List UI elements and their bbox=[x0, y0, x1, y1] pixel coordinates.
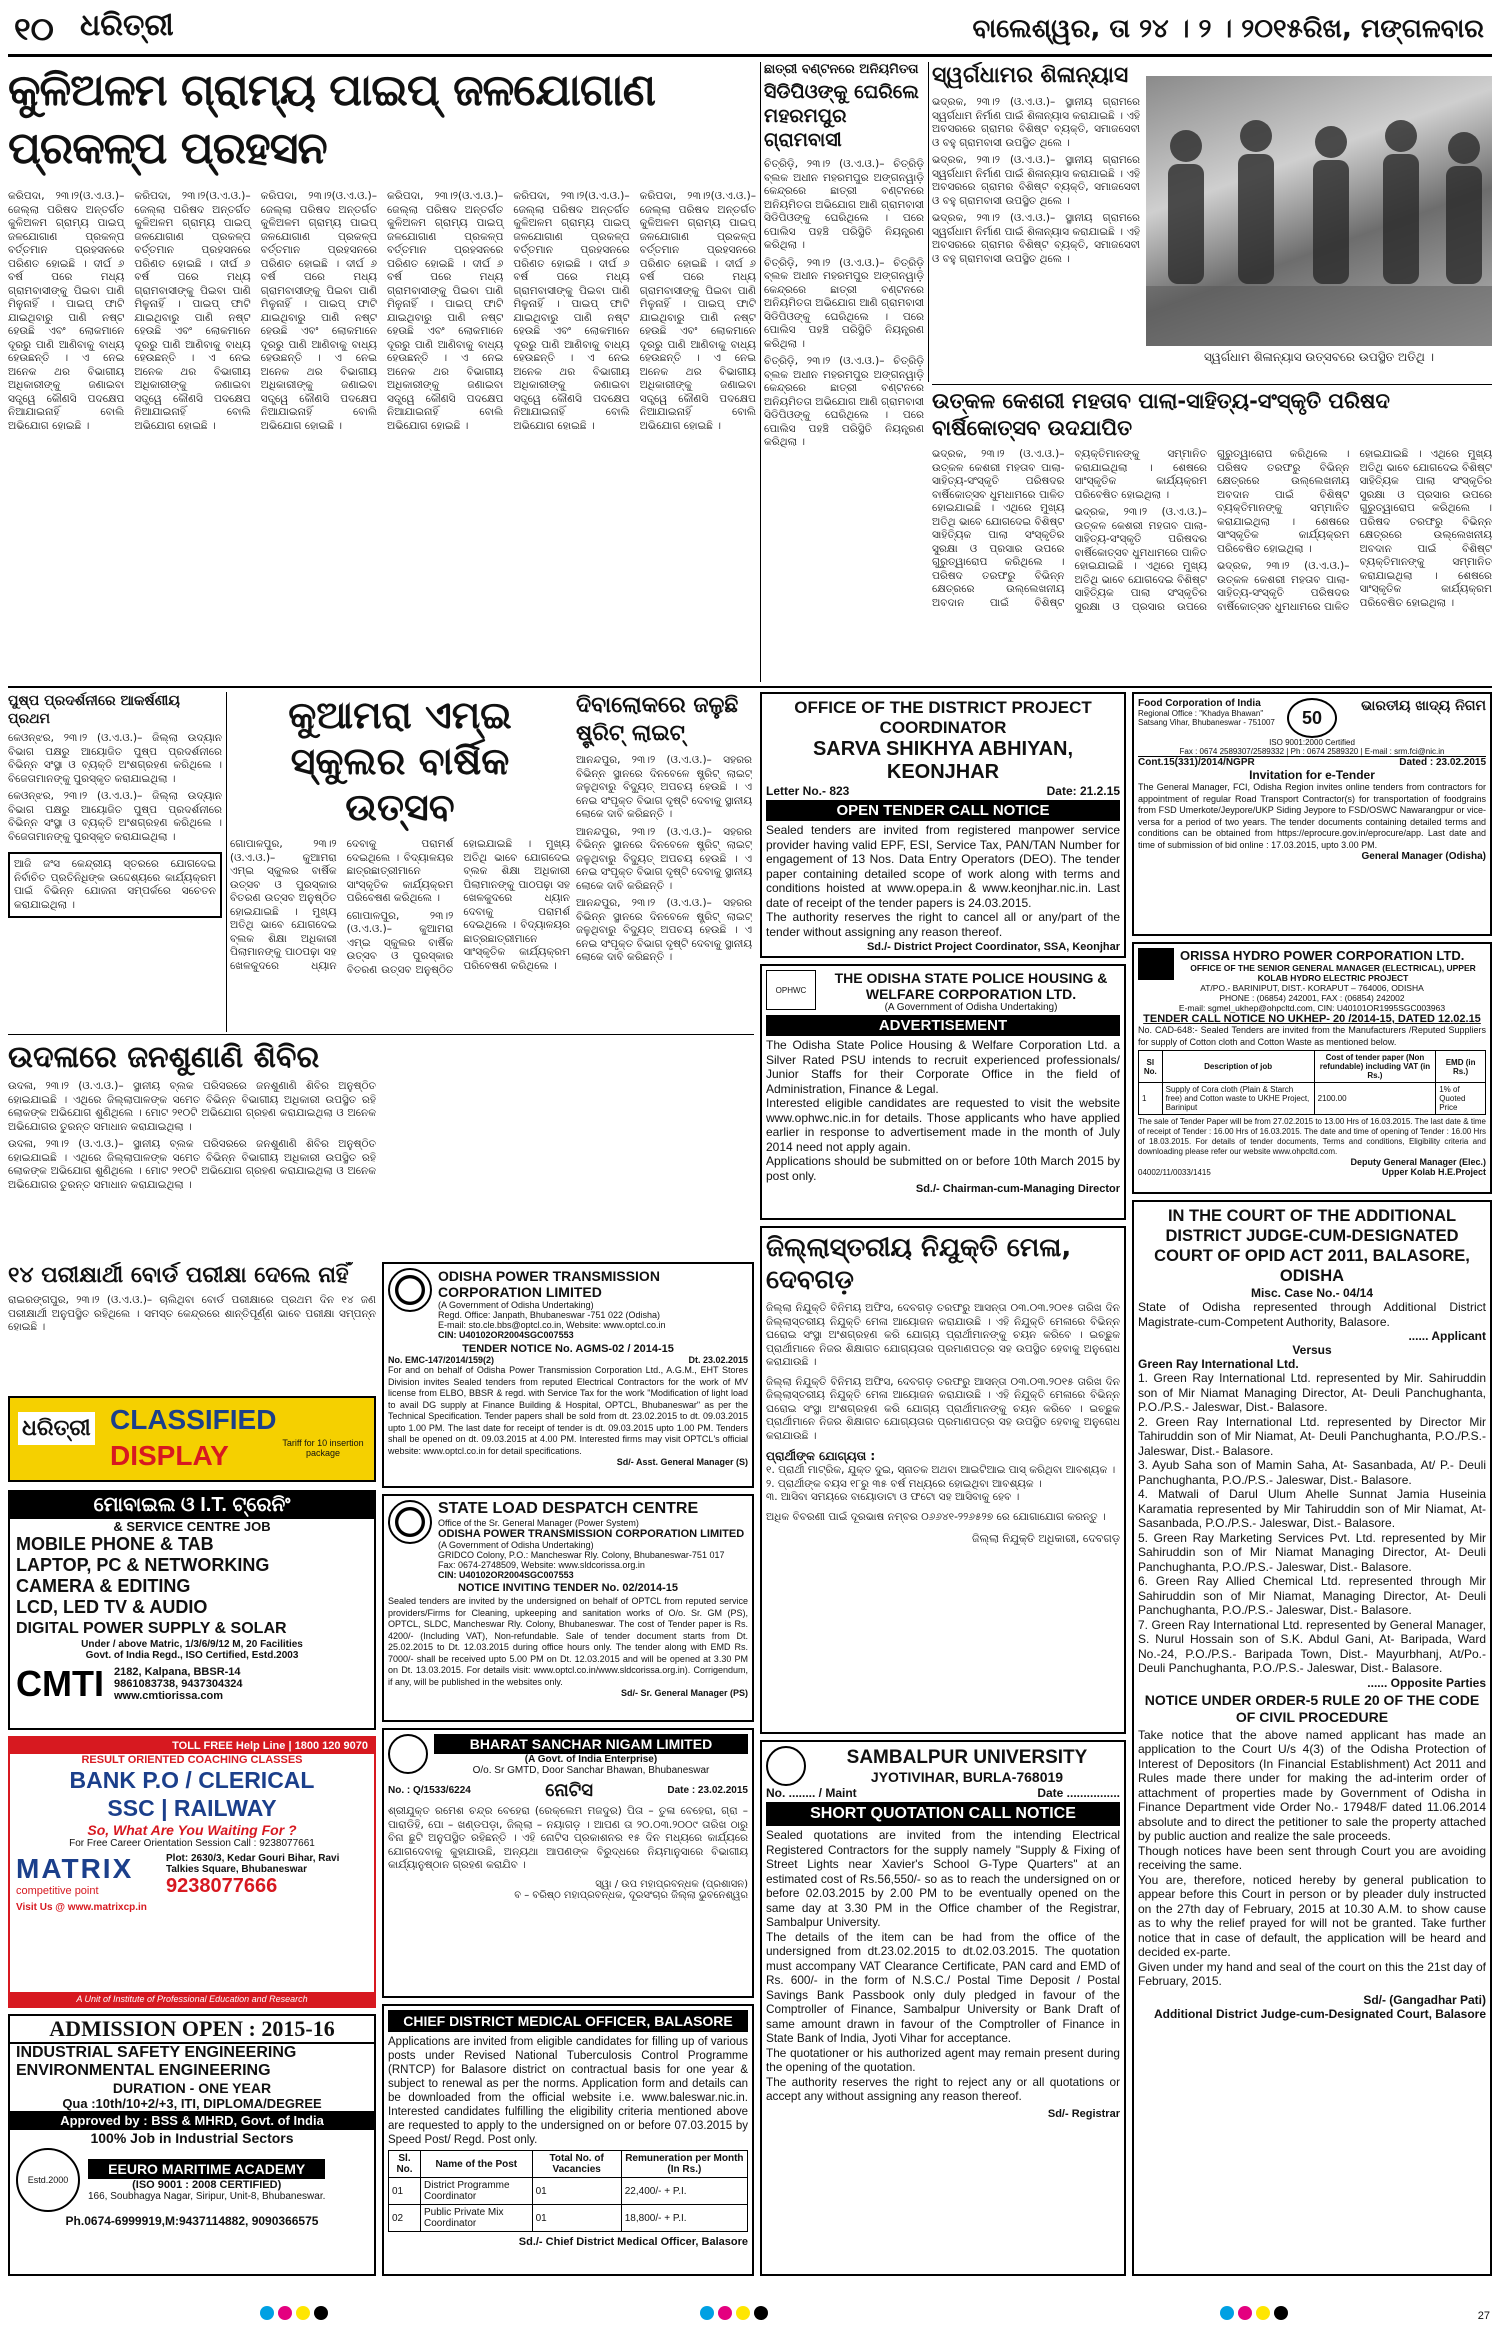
notice-body: Take notice that the above named applicant has made an application to the Court U/s 4(3) of the Odisha Protection of Interest of Depositors (In Financial Establishment) Act 2011 and Rules made there under for making the ad-interim order of attachment of properties made by Government of Odisha in Finance Department vide Order No.- 17948/F dated 11.06.2014 absolute and to direct the petitioner to sale the property attached by public auction and realize the sale proceeds. bbox=[1138, 1727, 1486, 1843]
org-office: Office of the Sr. General Manager (Power System) bbox=[438, 1518, 639, 1528]
notice-title: TENDER CALL NOTICE NO UKHEP- 20 /2014-15, DATED 12.02.15 bbox=[1143, 1013, 1481, 1025]
notice-title: ନୋଟିସ bbox=[545, 1780, 593, 1801]
table-header: Remuneration per Month (In Rs.) bbox=[621, 2151, 747, 2178]
org-fax: Fax: 0674-2748509, Website: www.sldcorissa.org.in bbox=[438, 1560, 645, 1570]
court-title: IN THE COURT OF THE ADDITIONAL DISTRICT JUDGE-CUM-DESIGNATED COURT OF OPID ACT 2011, BALASORE, ODISHA bbox=[1154, 1207, 1470, 1285]
streetlight-story bbox=[576, 692, 752, 1032]
signature: Sd./- Chairman-cum-Managing Director bbox=[915, 1183, 1120, 1195]
optcl-logo-icon bbox=[388, 1500, 432, 1544]
matrix-logo-sub: competitive point bbox=[16, 1885, 99, 1897]
signature: Sd/- Registrar bbox=[1047, 2107, 1120, 2120]
notice-body: ଜିଲ୍ଲା ନିଯୁକ୍ତି ବିନିମୟ ଅଫିସ, ଦେବଗଡ଼ ତରଫରୁ ଆସନ୍ତା ୦୩.୦୩.୨୦୧୫ ତାରିଖ ଦିନ ଜିଲ୍ଲାସ୍ତରୀୟ ନିଯୁକ୍ତି ମେଳା ଆୟୋଜନ କରାଯାଉଛି । ଏହି ନିଯୁକ୍ତି ମେଳାରେ ବିଭିନ୍ନ ଘରୋଇ ସଂସ୍ଥା ଅଂଶଗ୍ରହଣ କରି ଯୋଗ୍ୟ ପ୍ରାର୍ଥୀମାନଙ୍କୁ ଚୟନ କରିବେ । ଇଚ୍ଛୁକ ପ୍ରାର୍ଥୀମାନେ ନିଜର ଶିକ୍ଷାଗତ ଯୋଗ୍ୟତାର ପ୍ରମାଣପତ୍ର ସହ ଉପସ୍ଥିତ ହେବାକୁ ଅନୁରୋଧ କରାଯାଉଛି । bbox=[766, 1375, 1120, 1442]
ad-phone: 9238077666 bbox=[166, 1875, 278, 1897]
job-fair-notice bbox=[760, 1226, 1126, 1734]
optcl-tender-notice bbox=[382, 1262, 754, 1488]
story-body: ଉଦଳା, ୨୩।୨ (ଓ.ଏ.ଓ.)– ସ୍ଥାନୀୟ ବ୍ଲକ ପରିସରରେ ଜନଶୁଣାଣି ଶିବିର ଅନୁଷ୍ଠିତ ହୋଇଯାଇଛି । ଏଥିରେ ଜିଲ୍ଲାପାଳଙ୍କ ସମେତ ବିଭିନ୍ନ ବିଭାଗୀୟ ଅଧିକାରୀ ଉପସ୍ଥିତ ରହି ଲୋକଙ୍କ ଅଭିଯୋଗ ଶୁଣିଥିଲେ । ମୋଟ ୨୧୦ଟି ଅଭିଯୋଗ ଗ୍ରହଣ କରାଯାଇଥିଲା ଓ ଅନେକ ଅଭିଯୋଗର ତୁରନ୍ତ ସମାଧାନ କରାଯାଇଥିଲା । bbox=[8, 1080, 376, 1133]
notice-body: The sale of Tender Paper will be from 27.02.2015 to 13.00 Hrs of 16.03.2015. The last date & time of receipt of Tender : 16.00 Hrs of 16.03.2015. The date and time of opening of Tender : 16.00 Hrs of 18.03.2015. For details of tender documents, Terms and conditions, Eligibility criteria and downloading please refer our website www.ohpcltd.com. bbox=[1138, 1117, 1486, 1156]
org-contact: E-mail: sto.cle.bbs@optcl.co.in, Website: www.optcl.co.in bbox=[438, 1320, 666, 1330]
story-headline: ଉତ୍କଳ କେଶରୀ ମହତାବ ପାଲା-ସାହିତ୍ୟ-ସଂସ୍କୃତି ପରିଷଦ ବାର୍ଷିକୋତ୍ସବ ଉଦଯାପିତ bbox=[932, 389, 1390, 440]
story-body: ଭଦ୍ରକ, ୨୩।୨ (ଓ.ଏ.ଓ.)– ସ୍ଥାନୀୟ ଗ୍ରାମରେ ସ୍ୱର୍ଗଧାମ ନିର୍ମାଣ ପାଇଁ ଶିଳାନ୍ୟାସ କରାଯାଇଛି । ଏହି ଅବସରରେ ଗ୍ରାମର ବିଶିଷ୍ଟ ବ୍ୟକ୍ତି, ସମାଜସେବୀ ଓ ବହୁ ଗ୍ରାମବାସୀ ଉପସ୍ଥିତ ଥିଲେ । bbox=[932, 96, 1140, 149]
table-row bbox=[389, 2178, 748, 2205]
party-item: 5. Green Ray Marketing Services Pvt. Ltd. represented by Mir Sahiruddin son of Mir Niamat Managing Director, At- Deuli Panchughanta, P.O./P.S.- Jaleswar, Dist.- Balasore. bbox=[1138, 1530, 1486, 1574]
lead-body: କରିପଦା, ୨୩।୨(ଓ.ଏ.ଓ.)– ଜେଲ୍ଲା ପରିଷଦ ଅନ୍ତର୍ଗତ କୁଳିଅଳମ ଗ୍ରାମ୍ୟ ପାଇପ୍ ଜଳଯୋଗାଣ ପ୍ରକଳ୍ପ ବର୍ତ୍ତମାନ ପ୍ରହସନରେ ପରିଣତ ହୋଇଛି । ଦୀର୍ଘ ୬ ବର୍ଷ ପରେ ମଧ୍ୟ ଗ୍ରାମବାସୀଙ୍କୁ ପିଇବା ପାଣି ମିଳୁନାହିଁ । ପାଇପ୍ ଫାଟି ଯାଇଥିବାରୁ ପାଣି ନଷ୍ଟ ହେଉଛି ଏବଂ ଲୋକମାନେ ଦୂରରୁ ପାଣି ଆଣିବାକୁ ବାଧ୍ୟ ହେଉଛନ୍ତି । ଏ ନେଇ ଅନେକ ଥର ବିଭାଗୀୟ ଅଧିକାରୀଙ୍କୁ ଜଣାଇବା ସତ୍ତ୍ୱେ କୌଣସି ପଦକ୍ଷେପ ନିଆଯାଇନାହିଁ ବୋଲି ଅଭିଯୋଗ ହୋଇଛି । bbox=[386, 190, 504, 432]
black-dot-icon bbox=[754, 2306, 768, 2320]
helpline: TOLL FREE Help Line | 1800 120 9070 bbox=[10, 1738, 374, 1754]
story-headline: ଉଦଳାରେ ଜନଶୁଣାଣି ଶିବିର bbox=[8, 1040, 320, 1075]
notice-title: Invitation for e-Tender bbox=[1249, 768, 1375, 782]
org-name: ORISSA HYDRO POWER CORPORATION LTD. bbox=[1180, 948, 1465, 963]
career-line: For Free Career Orientation Session Call : 9238077661 bbox=[69, 1838, 315, 1849]
notice-date: Date : 23.02.2015 bbox=[667, 1785, 748, 1796]
table-header: EMD (in Rs.) bbox=[1436, 1051, 1486, 1083]
applicant-text: State of Odisha represented through Additional District Magistrate-cum-Competent Authority, Balasore. bbox=[1138, 1300, 1486, 1329]
table-cell: 1% of Quoted Price bbox=[1436, 1083, 1486, 1115]
page-header bbox=[8, 6, 1492, 52]
notice-body: Sealed tenders are invited from registered manpower service provider having valid EPF, ESI, Service Tax, PAN/TAN Number for engagement of 13 Nos. Data Entry Operators (DEO). The tender paper containing detailed scope of work along with terms and conditions hoisted at www.opepa.in & www.keonjhar.nic.in. Last date of receipt of the tender papers is 24.03.2015. bbox=[766, 823, 1120, 910]
story-body: ଆନନ୍ଦପୁର, ୨୩।୨ (ଓ.ଏ.ଓ.)– ସହରର ବିଭିନ୍ନ ସ୍ଥାନରେ ଦିନବେଳେ ଷ୍ଟ୍ରିଟ୍ ଲାଇଟ୍ ଜଳୁଥିବାରୁ ବିଦ୍ୟୁତ୍ ଅପଚୟ ହେଉଛି । ଏ ନେଇ ସଂପୃକ୍ତ ବିଭାଗ ଦୃଷ୍ଟି ଦେବାକୁ ସ୍ଥାନୀୟ ଲୋକେ ଦାବି କରିଛନ୍ତି । bbox=[576, 825, 752, 892]
org-fax: Fax : 0674 2589307/2589332 | Ph : 0674 2589320 | E-mail : srm.fci@nic.in bbox=[1138, 747, 1486, 757]
table-header: Name of the Post bbox=[421, 2151, 533, 2178]
course-item: INDUSTRIAL SAFETY ENGINEERING bbox=[16, 2044, 297, 2061]
notice-title: NOTICE UNDER ORDER-5 RULE 20 OF THE CODE OF CIVIL PROCEDURE bbox=[1144, 1691, 1480, 1725]
lead-body: କରିପଦା, ୨୩।୨(ଓ.ଏ.ଓ.)– ଜେଲ୍ଲା ପରିଷଦ ଅନ୍ତର୍ଗତ କୁଳିଅଳମ ଗ୍ରାମ୍ୟ ପାଇପ୍ ଜଳଯୋଗାଣ ପ୍ରକଳ୍ପ ବର୍ତ୍ତମାନ ପ୍ରହସନରେ ପରିଣତ ହୋଇଛି । ଦୀର୍ଘ ୬ ବର୍ଷ ପରେ ମଧ୍ୟ ଗ୍ରାମବାସୀଙ୍କୁ ପିଇବା ପାଣି ମିଳୁନାହିଁ । ପାଇପ୍ ଫାଟି ଯାଇଥିବାରୁ ପାଣି ନଷ୍ଟ ହେଉଛି ଏବଂ ଲୋକମାନେ ଦୂରରୁ ପାଣି ଆଣିବାକୁ ବାଧ୍ୟ ହେଉଛନ୍ତି । ଏ ନେଇ ଅନେକ ଥର ବିଭାଗୀୟ ଅଧିକାରୀଙ୍କୁ ଜଣାଇବା ସତ୍ତ୍ୱେ କୌଣସି ପଦକ୍ଷେପ ନିଆଯାଇନାହିଁ ବୋଲି ଅଭିଯୋଗ ହୋଇଛି । bbox=[134, 190, 251, 432]
party-item: 7. Green Ray International Ltd. represented by General Manager, S. Nurul Hossain son of S.K. Abdul Gani, At- Baripada, Ward No.-24, P.O./P.S.- Baripada Town, Dist.- Mayurbhanj, At/Po.- Deuli Panchughanta, P.O./P.S.- Jaleswar, Dist.- Balasore. bbox=[1138, 1617, 1486, 1675]
qualification: Qua :10th/10+2/+3, ITI, DIPLOMA/DEGREE bbox=[62, 2096, 322, 2111]
table-cell: 2100.00 bbox=[1314, 1083, 1436, 1115]
notice-body: The Odisha State Police Housing & Welfare Corporation Ltd. a Silver Rated PSU intends to recruit experienced professionals/ Junior Staffs for their Corporate Office in the field of Administration, Finance & Legal. bbox=[766, 1038, 1120, 1096]
org-address: Satsang Vihar, Bhubaneswar - 751007 bbox=[1138, 718, 1275, 727]
fci-logo-icon bbox=[1287, 698, 1337, 738]
notice-body: No. CAD-648:- Sealed Tenders are invited from the Manufacturers /Reputed Suppliers for supply of Cotton cloth and Cotton Waste as mentioned below. bbox=[1138, 1025, 1486, 1047]
notice-body: Sealed quotations are invited from the intending Electrical Registered Contractors for the supply namely "Supply & Fixing of Street Lights near Xavier's School G-Type Quarters" at an estimated cost of Rs.56,550/- so as to reach the undersigned on or before 02.03.2015 by 2.00 PM to be eventually opened on the same day at 3.30 PM in the Office chamber of the Registrar, Sambalpur University. bbox=[766, 1828, 1120, 1929]
cyan-dot-icon bbox=[700, 2306, 714, 2320]
list-item: ୩. ଆସିବା ସମୟରେ ବାୟୋଡାଟା ଓ ଫଟୋ ସହ ଆସିବାକୁ ହେବ । bbox=[766, 1491, 1020, 1503]
org-address: JYOTIVIHAR, BURLA-768019 bbox=[870, 1769, 1064, 1785]
school-story bbox=[230, 692, 570, 1032]
sambalpur-quotation-notice bbox=[760, 1740, 1126, 2276]
story-body: ଗୋପାଳପୁର, ୨୩।୨ (ଓ.ଏ.ଓ.)– କୁଆମରା ଏମ୍ଇ ସ୍କୁଲର ବାର୍ଷିକ ଉତ୍ସବ ଓ ପୁରସ୍କାର ବିତରଣ ଉତ୍ସବ ଅନୁଷ୍ଠିତ ହୋଇଯାଇଛି । ମୁଖ୍ୟ ଅତିଥି ଭାବେ ଯୋଗଦେଇ ବ୍ଲକ ଶିକ୍ଷା ଅଧିକାରୀ ପିଲାମାନଙ୍କୁ ପାଠପଢ଼ା ସହ ଖେଳକୁଦରେ ଧ୍ୟାନ ଦେବାକୁ ପରାମର୍ଶ ଦେଇଥିଲେ । ବିଦ୍ୟାଳୟର ଛାତ୍ରଛାତ୍ରୀମାନେ ସାଂସ୍କୃତିକ କାର୍ଯ୍ୟକ୍ରମ ପରିବେଷଣ କରିଥିଲେ । bbox=[346, 838, 570, 976]
notice-number: No. : Q/1533/6224 bbox=[388, 1785, 471, 1796]
hearing-camp-story bbox=[8, 1040, 754, 1260]
org-address: GRIDCO Colony, P.O.: Mancheswar Rly. Colony, Bhubaneswar-751 017 bbox=[438, 1550, 725, 1560]
org-corp: ODISHA POWER TRANSMISSION CORPORATION LIMITED bbox=[438, 1528, 745, 1540]
table-cell: 01 bbox=[532, 2178, 621, 2205]
org-sub: (A Government of Odisha Undertaking) bbox=[884, 1002, 1058, 1013]
story-body: ଆନନ୍ଦପୁର, ୨୩।୨ (ଓ.ଏ.ଓ.)– ସହରର ବିଭିନ୍ନ ସ୍ଥାନରେ ଦିନବେଳେ ଷ୍ଟ୍ରିଟ୍ ଲାଇଟ୍ ଜଳୁଥିବାରୁ ବିଦ୍ୟୁତ୍ ଅପଚୟ ହେଉଛି । ଏ ନେଇ ସଂପୃକ୍ତ ବିଭାଗ ଦୃଷ୍ଟି ଦେବାକୁ ସ୍ଥାନୀୟ ଲୋକେ ଦାବି କରିଛନ୍ତି । bbox=[576, 897, 752, 963]
dateline: ବାଲେଶ୍ୱର, ତା ୨୪ । ୨ । ୨୦୧୫ରିଖ, ମଙ୍ଗଳବାର bbox=[972, 14, 1484, 44]
party-item: 4. Matwali of Darul Ulum Ahelle Sunnat Jamia Huseinia Karamatia represented by Mir Tahiruddin son of Mir Niamat, At- Sasanbada, P.O./P.S.- Jaleswar, Dist.- Balasore. bbox=[1138, 1487, 1486, 1530]
bsnl-notice bbox=[382, 1728, 754, 1998]
university-logo-icon bbox=[766, 1746, 806, 1786]
org-email: E-mail: sgmel_ukhep@ohpcltd.com, CIN: U40101OR1995SGC003963 bbox=[1178, 1003, 1446, 1013]
table-header: Sl No. bbox=[1139, 1051, 1163, 1083]
notice-title: SHORT QUOTATION CALL NOTICE bbox=[766, 1802, 1120, 1826]
classified-display-banner bbox=[8, 1396, 376, 1482]
story-kicker: ଛାତ୍ରୀ ବଣ୍ଟନରେ ଅନିୟମିତତା bbox=[764, 62, 919, 77]
org-cin: CIN: U40102OR2004SGC007553 bbox=[438, 1330, 574, 1340]
notice-body: The details of the item can be had from the office of the undersigned from dt.23.02.2015 to dt.02.03.2015. The quotation must accompany VAT Clearance Certificate, PAN card and EMD of Rs. 600/- in the form of N.S.C./ Postal Time Deposit / Postal Savings Bank Passbook only duly pledged in favour of the Comptroller of Finance, Sambalpur University or Bank Draft of same amount drawn in favour of the Comptroller of Finance in State Bank of India, Jyoti Vihar for acceptance. bbox=[766, 1929, 1120, 2045]
notice-body: The General Manager, FCI, Odisha Region invites online tenders from contractors for appointment of regular Road Transport Contractor(s) for transportation of foodgrains from FSD Umerkote/Jeypore/UKP Siding Jeypore to FSD/OSWC Nawarangpur or vice-versa for a period of two years. The tender documents containing detailed terms and conditions can be obtained from https://eprocure.gov.in/eprocure/app. Last date and time of submission of bid online : 17.03.2015, upto 3.00 PM. bbox=[1138, 782, 1486, 850]
cyan-dot-icon bbox=[1220, 2306, 1234, 2320]
story-body: ଚିତ୍ରିଡ଼ି, ୨୩।୨ (ଓ.ଏ.ଓ.)– ଚିତ୍ରିଡ଼ି ବ୍ଲକ ଅଧୀନ ମହରମପୁର ଅଙ୍ଗନୱାଡ଼ି କେନ୍ଦ୍ରରେ ଛାତ୍ରୀ ବଣ୍ଟନରେ ଅନିୟମିତତା ଅଭିଯୋଗ ଆଣି ଗ୍ରାମବାସୀ ସିଡିପିଓଙ୍କୁ ଘେରିଥିଲେ । ପରେ ପୋଲିସ ପହଞ୍ଚି ପରିସ୍ଥିତି ନିୟନ୍ତ୍ରଣ କରିଥିଲା । bbox=[764, 256, 924, 350]
news-sidbar-story bbox=[764, 62, 924, 682]
list-item: ୨. ପ୍ରାର୍ଥୀଙ୍କ ବୟସ ୧୮ରୁ ୩୫ ବର୍ଷ ମଧ୍ୟରେ ହୋଇଥିବା ଆବଶ୍ୟକ । bbox=[766, 1477, 1042, 1490]
black-dot-icon bbox=[1274, 2306, 1288, 2320]
signature: ଜିଲ୍ଲା ନିଯୁକ୍ତି ଅଧିକାରୀ, ଦେବଗଡ଼ bbox=[971, 1532, 1120, 1545]
org-name: Food Corporation of India bbox=[1138, 698, 1261, 709]
ad-heading: BANK P.O / CLERICAL bbox=[69, 1767, 315, 1793]
yellow-dot-icon bbox=[1256, 2306, 1270, 2320]
org-name: STATE LOAD DESPATCH CENTRE bbox=[438, 1500, 699, 1517]
table-header: Cost of tender paper (Non refundable) including VAT (in Rs.) bbox=[1314, 1051, 1436, 1083]
story-body: କେଓନ୍ଝର, ୨୩।୨ (ଓ.ଏ.ଓ.)– ଜିଲ୍ଲା ଉଦ୍ୟାନ ବିଭାଗ ପକ୍ଷରୁ ଆୟୋଜିତ ପୁଷ୍ପ ପ୍ରଦର୍ଶନୀରେ ବିଭିନ୍ନ ସଂସ୍ଥା ଓ ବ୍ୟକ୍ତି ଅଂଶଗ୍ରହଣ କରିଥିଲେ । ବିଜେତାମାନଙ୍କୁ ପୁରସ୍କୃତ କରାଯାଇଥିଲା । bbox=[8, 790, 222, 843]
story-body: ଭଦ୍ରକ, ୨୩।୨ (ଓ.ଏ.ଓ.)– ସ୍ଥାନୀୟ ଗ୍ରାମରେ ସ୍ୱର୍ଗଧାମ ନିର୍ମାଣ ପାଇଁ ଶିଳାନ୍ୟାସ କରାଯାଇଛି । ଏହି ଅବସରରେ ଗ୍ରାମର ବିଶିଷ୍ଟ ବ୍ୟକ୍ତି, ସମାଜସେବୀ ଓ ବହୁ ଗ୍ରାମବାସୀ ଉପସ୍ଥିତ ଥିଲେ । bbox=[932, 154, 1140, 207]
org-name: THE ODISHA STATE POLICE HOUSING & WELFARE CORPORATION LTD. bbox=[834, 970, 1108, 1002]
matrix-ad bbox=[8, 1736, 376, 2008]
bsnl-logo-icon bbox=[388, 1734, 428, 1774]
people-photo-icon bbox=[1146, 76, 1492, 346]
story-body: ଭଦ୍ରକ, ୨୩।୨ (ଓ.ଏ.ଓ.)– ସ୍ଥାନୀୟ ଗ୍ରାମରେ ସ୍ୱର୍ଗଧାମ ନିର୍ମାଣ ପାଇଁ ଶିଳାନ୍ୟାସ କରାଯାଇଛି । ଏହି ଅବସରରେ ଗ୍ରାମର ବିଶିଷ୍ଟ ବ୍ୟକ୍ତି, ସମାଜସେବୀ ଓ ବହୁ ଗ୍ରାମବାସୀ ଉପସ୍ଥିତ ଥିଲେ । bbox=[932, 212, 1140, 265]
table-cell: Supply of Cora cloth (Plain & Starch free) and Cotton waste to UKHE Project, Bariniput bbox=[1162, 1083, 1314, 1115]
column-rule bbox=[226, 692, 227, 1032]
notice-body: Given under my hand and seal of the court on this the 21st day of February, 2015. bbox=[1138, 1959, 1486, 1988]
court-notice bbox=[1132, 1200, 1492, 2276]
notice-body: For and on behalf of Odisha Power Transmission Corporation Ltd., A.G.M., EHT Stores Division invites Sealed tenders from reputed Electrical Contractors for the work of MV license from ELBO, BBSR & regd. with Service Tax for the work "Modification of light load to avail DG supply at Finance Building & Hospital, OPTCL, Bhubaneswar" as per the Technical Specification. Tender papers shall be sold from dt. 23.02.2015 to dt. 09.03.2015 upto 1.00 PM. The last date for receipt of tender is dt. 09.03.2015 upto 1.00 PM. Tenders shall be opened on dt. 09.03.2015 at 4.00 PM. Interested firms may visit OPTCL's official website: www.optcl.co.in for detail specifications. bbox=[388, 1365, 748, 1456]
story-body: ଚିତ୍ରିଡ଼ି, ୨୩।୨ (ଓ.ଏ.ଓ.)– ଚିତ୍ରିଡ଼ି ବ୍ଲକ ଅଧୀନ ମହରମପୁର ଅଙ୍ଗନୱାଡ଼ି କେନ୍ଦ୍ରରେ ଛାତ୍ରୀ ବଣ୍ଟନରେ ଅନିୟମିତତା ଅଭିଯୋଗ ଆଣି ଗ୍ରାମବାସୀ ସିଡିପିଓଙ୍କୁ ଘେରିଥିଲେ । ପରେ ପୋଲିସ ପହଞ୍ଚି ପରିସ୍ଥିତି ନିୟନ୍ତ୍ରଣ କରିଥିଲା । bbox=[764, 158, 924, 251]
signature: Additional District Judge-cum-Designated Court, Balasore bbox=[1153, 2006, 1486, 2021]
signature: ସ୍ୱା / ଉପ ମହାପ୍ରବନ୍ଧକ (ପ୍ରଶାସନ) bbox=[595, 1878, 748, 1890]
notice-date: Dated : 23.02.2015 bbox=[1399, 757, 1486, 768]
boxed-note-text: ଆଜି ଜଂସ କେନ୍ଦ୍ରୀୟ ସ୍ତରରେ ଯୋଗଦେଇ ନିର୍ବାଚିତ ପ୍ରତିନିଧିଙ୍କ ଉଦ୍ଦେଶ୍ୟରେ କାର୍ଯ୍ୟକ୍ରମ ପାଇଁ ବିଭିନ୍ନ ଯୋଜନା ସମ୍ପର୍କରେ ସଚେତନ କରାଯାଇଥିଲା । bbox=[14, 858, 216, 911]
vacancy-table bbox=[388, 2150, 748, 2232]
print-registration-marks bbox=[0, 2296, 1500, 2333]
signature: ବ – ବରିଷ୍ଠ ମହାପ୍ରବନ୍ଧକ, ଦୂରସଂଚାର ଜିଲ୍ଲା ଭୁବନେଶ୍ୱର bbox=[514, 1889, 748, 1901]
ad-address: 2182, Kalpana, BBSR-14 bbox=[113, 1666, 241, 1678]
story-body: ଚିତ୍ରିଡ଼ି, ୨୩।୨ (ଓ.ଏ.ଓ.)– ଚିତ୍ରିଡ଼ି ବ୍ଲକ ଅଧୀନ ମହରମପୁର ଅଙ୍ଗନୱାଡ଼ି କେନ୍ଦ୍ରରେ ଛାତ୍ରୀ ବଣ୍ଟନରେ ଅନିୟମିତତା ଅଭିଯୋଗ ଆଣି ଗ୍ରାମବାସୀ ସିଡିପିଓଙ୍କୁ ଘେରିଥିଲେ । ପରେ ପୋଲିସ ପହଞ୍ଚି ପରିସ୍ଥିତି ନିୟନ୍ତ୍ରଣ କରିଥିଲା । bbox=[764, 355, 924, 448]
party-item: 1. Green Ray International Ltd. represented by Mir. Sahiruddin son of Mir Niamat Managing Director, At- Deuli Panchughanta, P.O./P.S.- Jaleswar, Dist.- Balasore. bbox=[1138, 1371, 1486, 1414]
notice-body: ଜିଲ୍ଲା ନିଯୁକ୍ତି ବିନିମୟ ଅଫିସ, ଦେବଗଡ଼ ତରଫରୁ ଆସନ୍ତା ୦୩.୦୩.୨୦୧୫ ତାରିଖ ଦିନ ଜିଲ୍ଲାସ୍ତରୀୟ ନିଯୁକ୍ତି ମେଳା ଆୟୋଜନ କରାଯାଉଛି । ଏହି ନିଯୁକ୍ତି ମେଳାରେ ବିଭିନ୍ନ ଘରୋଇ ସଂସ୍ଥା ଅଂଶଗ୍ରହଣ କରି ଯୋଗ୍ୟ ପ୍ରାର୍ଥୀମାନଙ୍କୁ ଚୟନ କରିବେ । ଇଚ୍ଛୁକ ପ୍ରାର୍ଥୀମାନେ ନିଜର ଶିକ୍ଷାଗତ ଯୋଗ୍ୟତାର ପ୍ରମାଣପତ୍ର ସହ ଉପସ୍ଥିତ ହେବାକୁ ଅନୁରୋଧ କରାଯାଉଛି । bbox=[766, 1302, 1120, 1368]
notice-number: Letter No.- 823 bbox=[766, 784, 850, 798]
table-cell: Public Private Mix Coordinator bbox=[421, 2205, 533, 2232]
notice-title: TENDER NOTICE No. AGMS-02 / 2014-15 bbox=[462, 1343, 674, 1355]
job-line: 100% Job in Industrial Sectors bbox=[90, 2130, 294, 2146]
ad-address: Plot: 2630/3, Kedar Gouri Bihar, Ravi Talkies Square, Bhubaneswar bbox=[166, 1853, 340, 1875]
notice-body: You are, therefore, noticed hereby by general publication to appear before this Court in person or by pleader duly instructed on the 27th day of February, 2015 at 10.30 A.M. to show cause as to why the relief prayed for will not be granted. Take further notice that in case of default, the application will be heard and decided ex-parte. bbox=[1138, 1872, 1486, 1959]
notice-date: Date: 21.2.15 bbox=[1046, 784, 1120, 798]
table-cell: District Programme Coordinator bbox=[421, 2178, 533, 2205]
notice-number: No. EMC-147/2014/159(2) bbox=[388, 1355, 495, 1365]
lead-body: କରିପଦା, ୨୩।୨(ଓ.ଏ.ଓ.)– ଜେଲ୍ଲା ପରିଷଦ ଅନ୍ତର୍ଗତ କୁଳିଅଳମ ଗ୍ରାମ୍ୟ ପାଇପ୍ ଜଳଯୋଗାଣ ପ୍ରକଳ୍ପ ବର୍ତ୍ତମାନ ପ୍ରହସନରେ ପରିଣତ ହୋଇଛି । ଦୀର୍ଘ ୬ ବର୍ଷ ପରେ ମଧ୍ୟ ଗ୍ରାମବାସୀଙ୍କୁ ପିଇବା ପାଣି ମିଳୁନାହିଁ । ପାଇପ୍ ଫାଟି ଯାଇଥିବାରୁ ପାଣି ନଷ୍ଟ ହେଉଛି ଏବଂ ଲୋକମାନେ ଦୂରରୁ ପାଣି ଆଣିବାକୁ ବାଧ୍ୟ ହେଉଛନ୍ତି । ଏ ନେଇ ଅନେକ ଥର ବିଭାଗୀୟ ଅଧିକାରୀଙ୍କୁ ଜଣାଇବା ସତ୍ତ୍ୱେ କୌଣସି ପଦକ୍ଷେପ ନିଆଯାଇନାହିଁ ବୋଲି ଅଭିଯୋଗ ହୋଇଛି । bbox=[513, 190, 630, 432]
opposite-label: ...... Opposite Parties bbox=[1367, 1675, 1486, 1690]
cmti-logo: CMTI bbox=[16, 1663, 104, 1704]
section-rule bbox=[8, 686, 1492, 688]
header-rule bbox=[8, 54, 1492, 57]
column-rule bbox=[928, 62, 929, 382]
ssa-tender-notice bbox=[760, 692, 1126, 958]
classified-tariff: Tariff for 10 insertion package bbox=[282, 1438, 364, 1458]
fci-tender-notice bbox=[1132, 692, 1492, 936]
duration: DURATION - ONE YEAR bbox=[112, 2080, 272, 2096]
section-rule bbox=[8, 1034, 754, 1035]
ohpc-logo-icon bbox=[1138, 948, 1174, 980]
ad-phone: 9861083738, 9437304324 bbox=[113, 1678, 243, 1690]
notice-date: Dt. 23.02.2015 bbox=[688, 1355, 748, 1365]
versus-label: Versus bbox=[1292, 1343, 1332, 1357]
org-office: Regional Office : "Khadya Bhawan" bbox=[1138, 709, 1264, 718]
notice-date: Date ................ bbox=[1037, 1786, 1120, 1800]
cmti-ad bbox=[8, 1490, 376, 1730]
signature: Upper Kolab H.E.Project bbox=[1381, 1167, 1486, 1177]
org-iso: ISO 9001:2000 Certified bbox=[1269, 738, 1355, 747]
story-headline: ସ୍ୱର୍ଗଧାମର ଶିଳାନ୍ୟାସ bbox=[932, 63, 1129, 88]
utkal-story bbox=[932, 388, 1492, 682]
notice-title: ADVERTISEMENT bbox=[766, 1015, 1120, 1036]
org-address: AT/PO.- BARINIPUT, DIST.- KORAPUT – 764006, ODISHA bbox=[1200, 983, 1424, 993]
notice-body: ଅଧିକ ବିବରଣୀ ପାଇଁ ଦୂରଭାଷ ନମ୍ବର ୦୬୬୪୧-୨୨୬୫୨୭ ରେ ଯୋଗାଯୋଗ କରନ୍ତୁ । bbox=[766, 1510, 1106, 1523]
lead-headline: କୁଳିଅଳମ ଗ୍ରାମ୍ୟ ପାଇପ୍ ଜଳଯୋଗାଣ ପ୍ରକଳ୍ପ ପ୍ରହସନ bbox=[8, 65, 655, 174]
notice-number: No. ........ / Maint bbox=[766, 1786, 857, 1800]
foundation-story bbox=[932, 62, 1140, 382]
table-row bbox=[389, 2205, 748, 2232]
story-body: ଉଦଳା, ୨୩।୨ (ଓ.ଏ.ଓ.)– ସ୍ଥାନୀୟ ବ୍ଲକ ପରିସରରେ ଜନଶୁଣାଣି ଶିବିର ଅନୁଷ୍ଠିତ ହୋଇଯାଇଛି । ଏଥିରେ ଜିଲ୍ଲାପାଳଙ୍କ ସମେତ ବିଭିନ୍ନ ବିଭାଗୀୟ ଅଧିକାରୀ ଉପସ୍ଥିତ ରହି ଲୋକଙ୍କ ଅଭିଯୋଗ ଶୁଣିଥିଲେ । ମୋଟ ୨୧୦ଟି ଅଭିଯୋଗ ଗ୍ରହଣ କରାଯାଇଥିଲା ଓ ଅନେକ ଅଭିଯୋଗର ତୁରନ୍ତ ସମାଧାନ କରାଯାଇଥିଲା । bbox=[8, 1138, 376, 1191]
org-name: ODISHA POWER TRANSMISSION CORPORATION LIMITED bbox=[438, 1268, 660, 1300]
org-name-odia: ଭାରତୀୟ ଖାଦ୍ୟ ନିଗମ bbox=[1361, 698, 1486, 714]
org-name: CHIEF DISTRICT MEDICAL OFFICER, BALASORE bbox=[388, 2010, 748, 2032]
notice-title: ଜିଲ୍ଲାସ୍ତରୀୟ ନିଯୁକ୍ତି ମେଳା, ଦେବଗଡ଼ bbox=[766, 1233, 1072, 1295]
ad-phone: Ph.0674-6999919,M:9437114882, 9090366575 bbox=[65, 2214, 319, 2228]
course-item: LCD, LED TV & AUDIO bbox=[16, 1597, 208, 1617]
cdmo-notice bbox=[382, 2004, 754, 2276]
ohpc-tender-notice bbox=[1132, 942, 1492, 1194]
reference-number: 04002/11/0033/1415 bbox=[1138, 1168, 1211, 1177]
ad-address: 166, Soubhagya Nagar, Siripur, Unit-8, Bhubaneswar. bbox=[88, 2190, 326, 2202]
table-cell: 01 bbox=[532, 2205, 621, 2232]
color-bar-mid bbox=[700, 2306, 768, 2320]
logo-text: OPHWC bbox=[775, 985, 807, 995]
story-body: କେଓନ୍ଝର, ୨୩।୨ (ଓ.ଏ.ଓ.)– ଜିଲ୍ଲା ଉଦ୍ୟାନ ବିଭାଗ ପକ୍ଷରୁ ଆୟୋଜିତ ପୁଷ୍ପ ପ୍ରଦର୍ଶନୀରେ ବିଭିନ୍ନ ସଂସ୍ଥା ଓ ବ୍ୟକ୍ତି ଅଂଶଗ୍ରହଣ କରିଥିଲେ । ବିଜେତାମାନଙ୍କୁ ପୁରସ୍କୃତ କରାଯାଇଥିଲା । bbox=[8, 732, 222, 785]
ad-website: Visit Us @ www.matrixcp.in bbox=[16, 1902, 147, 1913]
story-body: ଭଦ୍ରକ, ୨୩।୨ (ଓ.ଏ.ଓ.)– ଉତ୍କଳ କେଶରୀ ମହତାବ ପାଲା-ସାହିତ୍ୟ-ସଂସ୍କୃତି ପରିଷଦର ବାର୍ଷିକୋତ୍ସବ ଧୁମଧାମରେ ପାଳିତ ହୋଇଯାଇଛି । ଏଥିରେ ମୁଖ୍ୟ ଅତିଥି ଭାବେ ଯୋଗଦେଇ ବିଶିଷ୍ଟ ସାହିତ୍ୟିକ ପାଲା ସଂସ୍କୃତିର ସୁରକ୍ଷା ଓ ପ୍ରସାର ଉପରେ ଗୁରୁତ୍ୱାରୋପ କରିଥିଲେ । ପରିଷଦ ତରଫରୁ ବିଭିନ୍ନ କ୍ଷେତ୍ରରେ ଉଲ୍ଲେଖନୀୟ ଅବଦାନ ପାଇଁ ବିଶିଷ୍ଟ ବ୍ୟକ୍ତିମାନଙ୍କୁ ସମ୍ମାନିତ କରାଯାଇଥିଲା । ଶେଷରେ ସାଂସ୍କୃତିକ କାର୍ଯ୍ୟକ୍ରମ ପରିବେଷିତ ହୋଇଥିଲା । bbox=[1074, 448, 1350, 613]
story-body: ରାଇରଙ୍ଗପୁର, ୨୩।୨ (ଓ.ଏ.ଓ.)– ଚାଲିଥିବା ବୋର୍ଡ ପରୀକ୍ଷାରେ ପ୍ରଥମ ଦିନ ୧୪ ଜଣ ପରୀକ୍ଷାର୍ଥୀ ଅନୁପସ୍ଥିତ ରହିଥିଲେ । ସମସ୍ତ କେନ୍ଦ୍ରରେ ଶାନ୍ତିପୂର୍ଣ୍ଣ ଭାବେ ପରୀକ୍ଷା ସମ୍ପନ୍ନ ହୋଇଛି । bbox=[8, 1294, 376, 1333]
story-headline: କୁଆମରା ଏମ୍ଇ bbox=[288, 693, 512, 737]
notice-body: Though notices have been sent through Court you are avoiding receiving the same. bbox=[1138, 1843, 1486, 1872]
respondent-name: Green Ray International Ltd. bbox=[1138, 1357, 1299, 1371]
org-name: SARVA SHIKHYA ABHIYAN, KEONJHAR bbox=[812, 738, 1074, 783]
org-office: OFFICE OF THE SENIOR GENERAL MANAGER (ELECTRICAL), UPPER KOLAB HYDRO ELECTRIC PROJECT bbox=[1190, 963, 1476, 983]
admission-ad bbox=[8, 2014, 376, 2276]
table-cell: 18,800/- + P.I. bbox=[621, 2205, 747, 2232]
story-headline: ପୁଷ୍ପ ପ୍ରଦର୍ଶନୀରେ ଆକର୍ଷଣୀୟ ପ୍ରଥମ bbox=[8, 693, 180, 727]
section-label: ପ୍ରାର୍ଥୀଙ୍କ ଯୋଗ୍ୟତା : bbox=[766, 1449, 876, 1463]
party-item: 2. Green Ray International Ltd. represented by Director Mir Tahiruddin son of Mir Niamat, At- Deuli Panchughanta, P.O./P.S.- Jaleswar, Dist.- Balasore. bbox=[1138, 1414, 1486, 1458]
table-cell: 02 bbox=[389, 2205, 421, 2232]
story-body: ଆନନ୍ଦପୁର, ୨୩।୨ (ଓ.ଏ.ଓ.)– ସହରର ବିଭିନ୍ନ ସ୍ଥାନରେ ଦିନବେଳେ ଷ୍ଟ୍ରିଟ୍ ଲାଇଟ୍ ଜଳୁଥିବାରୁ ବିଦ୍ୟୁତ୍ ଅପଚୟ ହେଉଛି । ଏ ନେଇ ସଂପୃକ୍ତ ବିଭାଗ ଦୃଷ୍ଟି ଦେବାକୁ ସ୍ଥାନୀୟ ଲୋକେ ଦାବି କରିଛନ୍ତି । bbox=[576, 754, 752, 820]
lead-body: କରିପଦା, ୨୩।୨(ଓ.ଏ.ଓ.)– ଜେଲ୍ଲା ପରିଷଦ ଅନ୍ତର୍ଗତ କୁଳିଅଳମ ଗ୍ରାମ୍ୟ ପାଇପ୍ ଜଳଯୋଗାଣ ପ୍ରକଳ୍ପ ବର୍ତ୍ତମାନ ପ୍ରହସନରେ ପରିଣତ ହୋଇଛି । ଦୀର୍ଘ ୬ ବର୍ଷ ପରେ ମଧ୍ୟ ଗ୍ରାମବାସୀଙ୍କୁ ପିଇବା ପାଣି ମିଳୁନାହିଁ । ପାଇପ୍ ଫାଟି ଯାଇଥିବାରୁ ପାଣି ନଷ୍ଟ ହେଉଛି ଏବଂ ଲୋକମାନେ ଦୂରରୁ ପାଣି ଆଣିବାକୁ ବାଧ୍ୟ ହେଉଛନ୍ତି । ଏ ନେଇ ଅନେକ ଥର ବିଭାଗୀୟ ଅଧିକାରୀଙ୍କୁ ଜଣାଇବା ସତ୍ତ୍ୱେ କୌଣସି ପଦକ୍ଷେପ ନିଆଯାଇନାହିଁ ବୋଲି ଅଭିଯୋଗ ହୋଇଛି । bbox=[8, 190, 125, 432]
notice-body: Applications should be submitted on or before 10th March 2015 by post only. bbox=[766, 1154, 1120, 1183]
matrix-logo: MATRIX bbox=[16, 1853, 134, 1884]
signature: Deputy General Manager (Elec.) bbox=[1350, 1157, 1486, 1167]
signature: General Manager (Odisha) bbox=[1361, 851, 1486, 862]
table-header: Total No. of Vacancies bbox=[532, 2151, 621, 2178]
ad-heading: SSC | RAILWAY bbox=[107, 1795, 277, 1821]
list-item: ୧. ପ୍ରାର୍ଥୀ ମାଟ୍ରିକ, ଯୁକ୍ତ ଦୁଇ, ସ୍ନାତକ ଅଥବା ଆଇଟିଆଇ ପାସ୍ କରିଥିବା ଆବଶ୍ୟକ । bbox=[766, 1464, 1116, 1476]
optcl-logo-icon bbox=[388, 1268, 432, 1312]
anchor-logo-icon bbox=[16, 2148, 80, 2212]
eligibility: Under / above Matric, 1/3/6/9/12 M, 20 Facilities bbox=[81, 1639, 303, 1650]
exam-story bbox=[8, 1262, 376, 1392]
lead-story bbox=[8, 62, 756, 682]
ad-subheading: & SERVICE CENTRE JOB bbox=[113, 1519, 271, 1534]
registration: Govt. of India Regd., ISO Certified, Estd.2003 bbox=[85, 1650, 299, 1661]
story-body: ଭଦ୍ରକ, ୨୩।୨ (ଓ.ଏ.ଓ.)– ଉତ୍କଳ କେଶରୀ ମହତାବ ପାଲା-ସାହିତ୍ୟ-ସଂସ୍କୃତି ପରିଷଦର ବାର୍ଷିକୋତ୍ସବ ଧୁମଧାମରେ ପାଳିତ ହୋଇଯାଇଛି । ଏଥିରେ ମୁଖ୍ୟ ଅତିଥି ଭାବେ ଯୋଗଦେଇ ବିଶିଷ୍ଟ ସାହିତ୍ୟିକ ପାଲା ସଂସ୍କୃତିର ସୁରକ୍ଷା ଓ ପ୍ରସାର ଉପରେ ଗୁରୁତ୍ୱାରୋପ କରିଥିଲେ । ପରିଷଦ ତରଫରୁ ବିଭିନ୍ନ କ୍ଷେତ୍ରରେ ଉଲ୍ଲେଖନୀୟ ଅବଦାନ ପାଇଁ ବିଶିଷ୍ଟ ବ୍ୟକ୍ତିମାନଙ୍କୁ ସମ୍ମାନିତ କରାଯାଇଥିଲା । ଶେଷରେ ସାଂସ୍କୃତିକ କାର୍ଯ୍ୟକ୍ରମ ପରିବେଷିତ ହୋଇଥିଲା । bbox=[1217, 448, 1492, 613]
masthead-logo: ଧରିତ୍ରୀ bbox=[80, 8, 174, 43]
org-office: O/o. Sr GMTD, Door Sanchar Bhawan, Bhubaneswar bbox=[472, 1765, 710, 1776]
table-header: Description of job bbox=[1162, 1051, 1314, 1083]
academy-iso: (ISO 9001 : 2008 CERTIFIED) bbox=[132, 2178, 282, 2191]
notice-body: The authority reserves the right to cancel all or any/part of the tender without assigning any reason thereof. bbox=[766, 910, 1120, 939]
signature: Sd/- (Gangadhar Pati) bbox=[1363, 1992, 1486, 2007]
story-headline: ସିଡିପିଓଙ୍କୁ ଘେରିଲେ ମହରମପୁର ଗ୍ରାମବାସୀ bbox=[764, 81, 919, 151]
academy-name: EEURO MARITIME ACADEMY bbox=[88, 2159, 325, 2179]
notice-number: Cont.15(331)/2014/NGPR bbox=[1138, 757, 1255, 768]
signature: Sd./- District Project Coordinator, SSA, Keonjhar bbox=[866, 941, 1120, 953]
story-body: ଗୋପାଳପୁର, ୨୩।୨ (ଓ.ଏ.ଓ.)– କୁଆମରା ଏମ୍ଇ ସ୍କୁଲର ବାର୍ଷିକ ଉତ୍ସବ ଓ ପୁରସ୍କାର ବିତରଣ ଉତ୍ସବ ଅନୁଷ୍ଠିତ ହୋଇଯାଇଛି । ମୁଖ୍ୟ ଅତିଥି ଭାବେ ଯୋଗଦେଇ ବ୍ଲକ ଶିକ୍ଷା ଅଧିକାରୀ ପିଲାମାନଙ୍କୁ ପାଠପଢ଼ା ସହ ଖେଳକୁଦରେ ଧ୍ୟାନ ଦେବାକୁ ପରାମର୍ଶ ଦେଇଥିଲେ । ବିଦ୍ୟାଳୟର ଛାତ୍ରଛାତ୍ରୀମାନେ ସାଂସ୍କୃତିକ କାର୍ଯ୍ୟକ୍ରମ ପରିବେଷଣ କରିଥିଲେ । bbox=[230, 838, 454, 972]
news-photo bbox=[1146, 76, 1492, 346]
ophwc-advertisement bbox=[760, 964, 1126, 1220]
org-sub: (A Government of Odisha Undertaking) bbox=[438, 1300, 594, 1310]
ad-heading: ADMISSION OPEN : 2015-16 bbox=[10, 2016, 374, 2044]
table-row bbox=[1139, 1083, 1486, 1115]
table-cell: 22,400/- + P.I. bbox=[621, 2178, 747, 2205]
party-item: 3. Ayub Saha son of Mamin Saha, At- Sasanbada, At/ P.- Deuli Panchughanta, P.O./P.S.- Jaleswar, Dist.- Balasore. bbox=[1138, 1458, 1486, 1487]
notice-body: The authority reserves the right to reject any or all quotations or accept any without assigning any reason thereof. bbox=[766, 2074, 1120, 2103]
ad-tagline: So, What Are You Waiting For ? bbox=[87, 1822, 297, 1838]
applicant-label: ...... Applicant bbox=[1408, 1329, 1486, 1343]
yellow-dot-icon bbox=[296, 2306, 310, 2320]
story-headline: ଦିବାଲୋକରେ ଜଳୁଛି ଷ୍ଟ୍ରିଟ୍ ଲାଇଟ୍ bbox=[576, 693, 739, 746]
ad-website: www.cmtiorissa.com bbox=[113, 1690, 224, 1702]
black-dot-icon bbox=[314, 2306, 328, 2320]
color-bar-left bbox=[260, 2306, 328, 2320]
story-body: ଭଦ୍ରକ, ୨୩।୨ (ଓ.ଏ.ଓ.)– ଉତ୍କଳ କେଶରୀ ମହତାବ ପାଲା-ସାହିତ୍ୟ-ସଂସ୍କୃତି ପରିଷଦର ବାର୍ଷିକୋତ୍ସବ ଧୁମଧାମରେ ପାଳିତ ହୋଇଯାଇଛି । ଏଥିରେ ମୁଖ୍ୟ ଅତିଥି ଭାବେ ଯୋଗଦେଇ ବିଶିଷ୍ଟ ସାହିତ୍ୟିକ ପାଲା ସଂସ୍କୃତିର ସୁରକ୍ଷା ଓ ପ୍ରସାର ଉପରେ ଗୁରୁତ୍ୱାରୋପ କରିଥିଲେ । ପରିଷଦ ତରଫରୁ ବିଭିନ୍ନ କ୍ଷେତ୍ରରେ ଉଲ୍ଲେଖନୀୟ ଅବଦାନ ପାଇଁ ବିଶିଷ୍ଟ ବ୍ୟକ୍ତିମାନଙ୍କୁ ସମ୍ମାନିତ କରାଯାଇଥିଲା । ଶେଷରେ ସାଂସ୍କୃତିକ କାର୍ଯ୍ୟକ୍ରମ ପରିବେଷିତ ହୋଇଥିଲା । bbox=[932, 448, 1207, 609]
notice-body: Interested eligible candidates are requested to visit the website www.ophwc.nic.in for details. Those applicants who have applied earlier in response to advertisement made in the month of July 2014 need not apply again. bbox=[766, 1096, 1120, 1154]
org-name: BHARAT SANCHAR NIGAM LIMITED bbox=[434, 1734, 748, 1754]
party-item: 6. Green Ray Allied Chemical Ltd. represented through Mir Sahiruddin son of Mir Niamat, Managing Director, At- Deuli Panchughanta, P.O./P.S.- Jaleswar, Dist.- Balasore. bbox=[1138, 1574, 1486, 1617]
table-header: Sl. No. bbox=[389, 2151, 421, 2178]
ohpc-table bbox=[1138, 1050, 1486, 1115]
course-item: DIGITAL POWER SUPPLY & SOLAR bbox=[16, 1620, 287, 1637]
signature: Sd/- Sr. General Manager (PS) bbox=[620, 1688, 748, 1698]
section-rule bbox=[932, 384, 1492, 385]
course-item: CAMERA & EDITING bbox=[16, 1576, 191, 1596]
notice-title: OPEN TENDER CALL NOTICE bbox=[766, 800, 1120, 821]
notice-body: Sealed tenders are invited by the undersigned on behalf of OPTCL from reputed service providers/Firms for Cleaning, upkeeping and sanitation works of O/o. Sr. GM (PS), OPTCL, SLDC, Mancheswar Rly. Colony, Bhubaneswar. The cost of Tender paper is Rs. 4200/- (Including VAT), Non-refundable. Sale of tender document starts from Dt. 25.02.2015 to Dt. 12.03.2015 during office hours only. The tender along with EMD Rs. 7000/- shall be received upto 5.00 PM on Dt. 12.03.2015 and will be opened at 3.30 PM on Dt. 13.03.2015. For details visit: www.optcl.co.in/www.sldcorissa.org.in). Corrigendum, if any, will be published in the websites only. bbox=[388, 1596, 748, 1687]
magenta-dot-icon bbox=[1238, 2306, 1252, 2320]
table-cell: 1 bbox=[1139, 1083, 1163, 1115]
approval: Approved by : BSS & MHRD, Govt. of India bbox=[10, 2111, 374, 2130]
ad-heading: ମୋବାଇଲ ଓ I.T. ଟ୍ରେନିଂ bbox=[10, 1492, 374, 1519]
classified-line1: CLASSIFIED bbox=[110, 1404, 277, 1435]
notice-title: NOTICE INVITING TENDER No. 02/2014-15 bbox=[457, 1582, 679, 1594]
ophwc-logo-icon bbox=[766, 970, 816, 1010]
logo-year: Estd.2000 bbox=[27, 2175, 69, 2185]
org-phone: PHONE : (06854) 242001, FAX : (06854) 242002 bbox=[1219, 993, 1405, 1003]
yellow-dot-icon bbox=[736, 2306, 750, 2320]
lead-body: କରିପଦା, ୨୩।୨(ଓ.ଏ.ଓ.)– ଜେଲ୍ଲା ପରିଷଦ ଅନ୍ତର୍ଗତ କୁଳିଅଳମ ଗ୍ରାମ୍ୟ ପାଇପ୍ ଜଳଯୋଗାଣ ପ୍ରକଳ୍ପ ବର୍ତ୍ତମାନ ପ୍ରହସନରେ ପରିଣତ ହୋଇଛି । ଦୀର୍ଘ ୬ ବର୍ଷ ପରେ ମଧ୍ୟ ଗ୍ରାମବାସୀଙ୍କୁ ପିଇବା ପାଣି ମିଳୁନାହିଁ । ପାଇପ୍ ଫାଟି ଯାଇଥିବାରୁ ପାଣି ନଷ୍ଟ ହେଉଛି ଏବଂ ଲୋକମାନେ ଦୂରରୁ ପାଣି ଆଣିବାକୁ ବାଧ୍ୟ ହେଉଛନ୍ତି । ଏ ନେଇ ଅନେକ ଥର ବିଭାଗୀୟ ଅଧିକାରୀଙ୍କୁ ଜଣାଇବା ସତ୍ତ୍ୱେ କୌଣସି ପଦକ୍ଷେପ ନିଆଯାଇନାହିଁ ବୋଲି ଅଭିଯୋଗ ହୋଇଛି । bbox=[260, 190, 377, 432]
org-cin: CIN: U40102OR2004SGC007553 bbox=[438, 1570, 574, 1580]
magenta-dot-icon bbox=[718, 2306, 732, 2320]
page-number: ୧୦ bbox=[14, 10, 54, 48]
signature: Sd/- Asst. General Manager (S) bbox=[616, 1457, 748, 1467]
course-item: ENVIRONMENTAL ENGINEERING bbox=[16, 2062, 271, 2079]
logo-number: 50 bbox=[1301, 707, 1323, 728]
column-rule bbox=[760, 62, 761, 682]
flower-show-story bbox=[8, 692, 222, 1032]
signature: Sd./- Chief District Medical Officer, Balasore bbox=[518, 2236, 748, 2248]
org-office: Regd. Office: Janpath, Bhubaneswar -751 022 (Odisha) bbox=[438, 1310, 660, 1320]
ad-footer: A Unit of Institute of Professional Education and Research bbox=[10, 1992, 374, 2006]
magenta-dot-icon bbox=[278, 2306, 292, 2320]
lead-body: କରିପଦା, ୨୩।୨(ଓ.ଏ.ଓ.)– ଜେଲ୍ଲା ପରିଷଦ ଅନ୍ତର୍ଗତ କୁଳିଅଳମ ଗ୍ରାମ୍ୟ ପାଇପ୍ ଜଳଯୋଗାଣ ପ୍ରକଳ୍ପ ବର୍ତ୍ତମାନ ପ୍ରହସନରେ ପରିଣତ ହୋଇଛି । ଦୀର୍ଘ ୬ ବର୍ଷ ପରେ ମଧ୍ୟ ଗ୍ରାମବାସୀଙ୍କୁ ପିଇବା ପାଣି ମିଳୁନାହିଁ । ପାଇପ୍ ଫାଟି ଯାଇଥିବାରୁ ପାଣି ନଷ୍ଟ ହେଉଛି ଏବଂ ଲୋକମାନେ ଦୂରରୁ ପାଣି ଆଣିବାକୁ ବାଧ୍ୟ ହେଉଛନ୍ତି । ଏ ନେଇ ଅନେକ ଥର ବିଭାଗୀୟ ଅଧିକାରୀଙ୍କୁ ଜଣାଇବା ସତ୍ତ୍ୱେ କୌଣସି ପଦକ୍ଷେପ ନିଆଯାଇନାହିଁ ବୋଲି ଅଭିଯୋଗ ହୋଇଛି । bbox=[639, 190, 756, 432]
classified-brand: ଧରିତ୍ରୀ bbox=[18, 1412, 95, 1445]
org-name: SAMBALPUR UNIVERSITY bbox=[846, 1747, 1088, 1768]
boxed-note bbox=[8, 852, 222, 918]
course-item: LAPTOP, PC & NETWORKING bbox=[16, 1555, 270, 1575]
color-bar-right bbox=[1220, 2306, 1288, 2320]
notice-body: Applications are invited from eligible candidates for filling up of various posts under Revised National Tuberculosis Control Programme (RNTCP) for Balasore district on contractual basis for one year & subject to renewal as per the norms. Application form and details can be downloaded from the official website i.e. www.baleswar.nic.in. Interested candidates fulfilling the eligibility criteria mentioned above are requested to apply to the undersigned on or before 07.03.2015 by Speed Post/ Regd. Post only. bbox=[388, 2036, 748, 2146]
cyan-dot-icon bbox=[260, 2306, 274, 2320]
notice-body: The quotationer or his authorized agent may remain present during the opening of the quotation. bbox=[766, 2045, 1120, 2074]
story-headline: ୧୪ ପରୀକ୍ଷାର୍ଥୀ ବୋର୍ଡ ପରୀକ୍ଷା ଦେଲେ ନାହିଁ bbox=[8, 1263, 349, 1288]
org-sub: (A Government of Odisha Undertaking) bbox=[438, 1540, 594, 1550]
sldc-tender-notice bbox=[382, 1494, 754, 1722]
classified-line2: DISPLAY bbox=[110, 1440, 229, 1471]
notice-body: ଶ୍ରୀଯୁକ୍ତ ରମେଶ ଚନ୍ଦ୍ର ବେହେରା (ରେକ୍ଲେମ ମଜଦୁର) ପିତା – ତୁଳା ବେହେରା, ଗ୍ରା – ପାରାଡିହି, ପୋ – ଖଣ୍ଡପଡ଼ା, ଜିଲ୍ଲା – ନୟାଗଡ଼ । ଆପଣ ତା ୨୦.୦୩.୨୦୦୯ ତାରିଖ ଠାରୁ ବିନା ଛୁଟି ଅନୁପସ୍ଥିତ ରହିଛନ୍ତି । ଏହି ନୋଟିସ ପ୍ରକାଶନର ୧୫ ଦିନ ମଧ୍ୟରେ କାର୍ଯ୍ୟରେ ଯୋଗଦେବାକୁ କୁହାଯାଉଛି, ଅନ୍ୟଥା ଆପଣଙ୍କ ବିରୁଦ୍ଧରେ ନିୟମାନୁସାରେ ବିଭାଗୀୟ କାର୍ଯ୍ୟାନୁଷ୍ଠାନ ଗ୍ରହଣ କରାଯିବ । bbox=[388, 1805, 748, 1871]
footer-page-number: 27 bbox=[1477, 2310, 1490, 2322]
table-cell: 01 bbox=[389, 2178, 421, 2205]
org-sub: (A Govt. of India Enterprise) bbox=[524, 1754, 658, 1765]
ad-subheading: RESULT ORIENTED COACHING CLASSES bbox=[81, 1754, 303, 1766]
story-headline: ସ୍କୁଲର ବାର୍ଷିକ ଉତ୍ସବ bbox=[290, 739, 510, 829]
org-name: OFFICE OF THE DISTRICT PROJECT COORDINATOR bbox=[794, 698, 1092, 737]
course-item: MOBILE PHONE & TAB bbox=[16, 1534, 214, 1554]
photo-caption: ସ୍ୱର୍ଗଧାମ ଶିଳାନ୍ୟାସ ଉତ୍ସବରେ ଉପସ୍ଥିତ ଅତିଥି । bbox=[1203, 350, 1435, 364]
case-number: Misc. Case No.- 04/14 bbox=[1250, 1286, 1374, 1300]
